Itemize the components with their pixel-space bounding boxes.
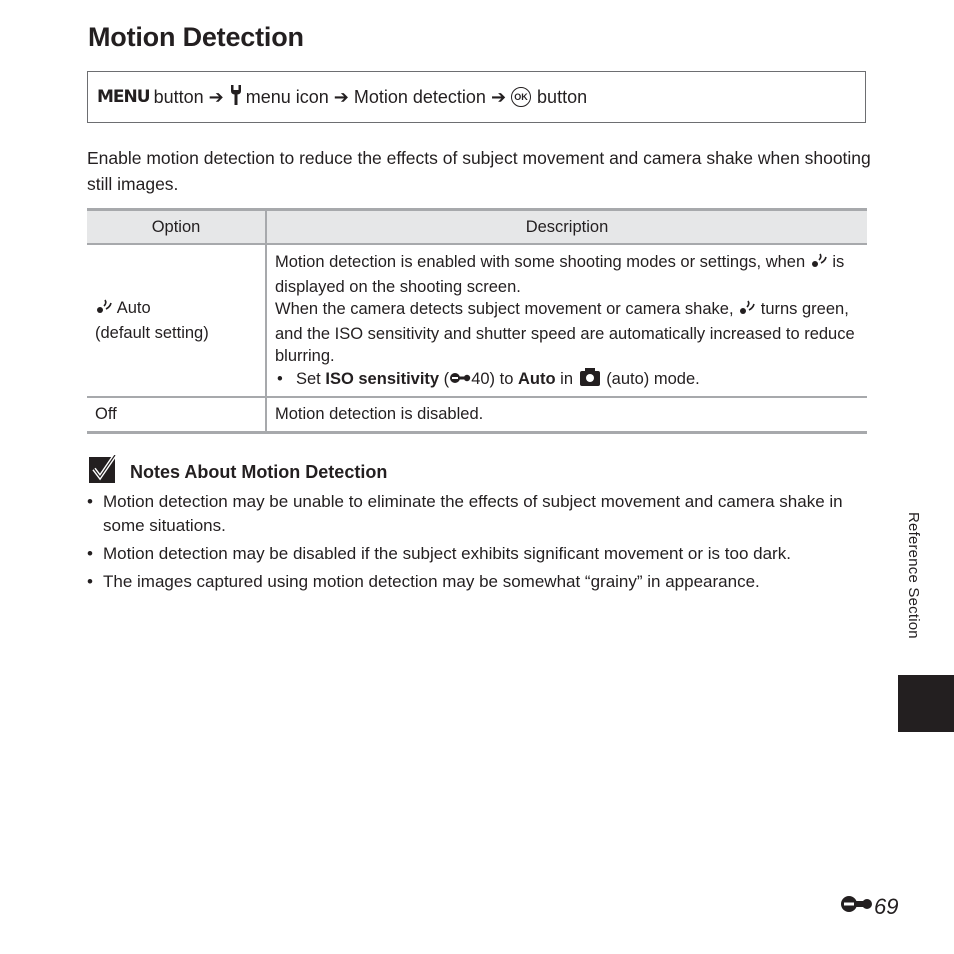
auto-label: Auto — [517, 369, 556, 388]
list-item — [87, 570, 877, 594]
note-text: The images captured using motion detection may be somewhat “grainy” in appearance. — [103, 572, 760, 591]
menu-path-box — [87, 71, 866, 123]
option-note: (default setting) — [95, 323, 209, 342]
bullet-text: 40) to — [471, 369, 514, 388]
note-text: Motion detection may be unable to eliminate the effects of subject movement and camera shake in some situations. — [103, 492, 843, 535]
bullet-icon: • — [87, 492, 93, 511]
bullet-icon: • — [87, 572, 93, 591]
bullet-text: (auto) mode. — [606, 369, 700, 388]
nav-menu-icon-text: menu icon — [245, 86, 329, 107]
description-text: When the camera detects subject movement or camera shake, — [275, 300, 734, 318]
arrow-right-icon: ➔ — [208, 86, 224, 107]
nav-end-word: button — [537, 86, 588, 107]
page-number — [840, 893, 898, 921]
list-item — [87, 542, 877, 566]
notes-title: Notes About Motion Detection — [130, 462, 388, 482]
checkmark-icon — [88, 455, 118, 490]
motion-detection-icon — [810, 253, 828, 276]
motion-detection-icon — [738, 300, 756, 323]
iso-sensitivity-link: ISO sensitivity — [325, 369, 440, 388]
description-text: is displayed on the shooting screen. — [275, 253, 845, 296]
description-cell: Motion detection is disabled. — [266, 397, 867, 432]
ok-button-icon: OK — [511, 87, 531, 107]
wrench-icon — [229, 85, 243, 110]
bullet-text: Set — [296, 369, 321, 388]
description-cell — [266, 244, 867, 397]
options-table — [87, 208, 867, 434]
intro-paragraph: Enable motion detection to reduce the effects of subject movement and camera shake when shooting still images. — [87, 148, 871, 194]
option-cell: Off — [87, 397, 266, 432]
note-text: Motion detection may be disabled if the subject exhibits significant movement or is too dark. — [103, 544, 791, 563]
table-row — [87, 397, 867, 432]
menu-button-icon: MENU — [97, 87, 150, 107]
arrow-right-icon: ➔ — [333, 86, 349, 107]
motion-detection-icon — [95, 299, 113, 322]
description-text: Motion detection is enabled with some shooting modes or settings, when — [275, 253, 806, 271]
nav-item: Motion detection — [353, 86, 486, 107]
table-header-row — [87, 210, 867, 245]
reference-icon — [449, 370, 471, 388]
notes-heading — [88, 455, 387, 490]
bullet-icon: • — [87, 544, 93, 563]
notes-list — [87, 490, 877, 598]
section-label: Reference Section — [905, 512, 922, 639]
arrow-right-icon: ➔ — [490, 86, 507, 107]
table-header-option: Option — [87, 210, 266, 245]
description-bullet: • Set ISO sensitivity ( 40) to Auto in (auto) mode. — [275, 368, 859, 391]
option-cell — [87, 244, 266, 397]
table-row — [87, 244, 867, 397]
reference-section-icon — [840, 893, 874, 921]
table-header-description: Description — [266, 210, 867, 245]
list-item — [87, 490, 877, 538]
page-title: Motion Detection — [88, 22, 304, 52]
nav-button-word: button — [153, 86, 204, 107]
bullet-text: in — [560, 369, 573, 388]
option-name: Auto — [116, 299, 151, 317]
description-text: turns green, and the ISO sensitivity and shutter speed are automatically increased to reduce blurring. — [275, 300, 855, 365]
bullet-icon: • — [277, 369, 283, 388]
page-number-text: 69 — [874, 894, 899, 919]
section-tab — [898, 675, 954, 732]
camera-icon — [580, 371, 600, 386]
